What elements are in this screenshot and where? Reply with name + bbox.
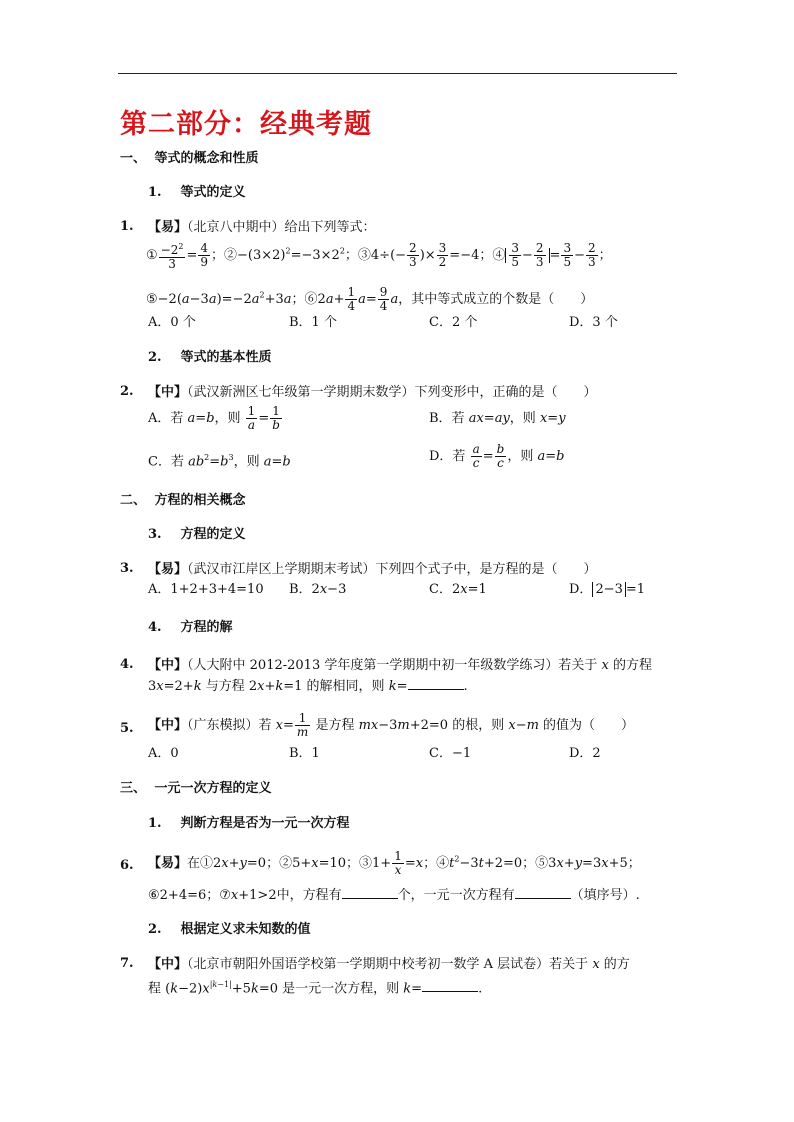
subsection-title: 等式的定义 — [180, 185, 246, 200]
section-number: 二、 — [120, 493, 147, 508]
question-stem: 【中】（人大附中 2012-2013 学年度第一学期期中初一年级数学练习）若关于 x 的方程 — [148, 658, 652, 673]
question-text: （北京市朝阳外国语学校第一学期期中校考初一数学 A 层试卷）若关于 — [187, 957, 589, 972]
section-number: 三、 — [120, 781, 147, 796]
subsection-heading — [148, 184, 246, 201]
subsection-heading — [148, 619, 233, 636]
difficulty-tag: 【易】 — [148, 856, 188, 871]
question-stem: 【中】（广东模拟）若 x= $\frac{1}{m}$ 是方程 mx−3m+2=0 的根，则 x−m 的值为（ ） — [148, 711, 635, 739]
section-title: 方程的相关概念 — [154, 493, 246, 508]
question-line: 程 $(k-2)x^{|k-1|}+5k=0$ 是一元一次方程，则 k= . — [148, 980, 483, 997]
section-heading — [120, 492, 246, 509]
option-a[interactable]: A．若 a=b，则 $\frac{1}{a}$ = $\frac{1}{b}$ — [148, 404, 280, 432]
question-text: （武汉市江岸区上学期期末考试）下列四个式子中，是方程的是（ ） — [187, 562, 597, 577]
subsection-title: 根据定义求未知数的值 — [180, 922, 311, 937]
option-d[interactable]: D． 2−3 =1 — [569, 582, 646, 597]
header-rule — [118, 73, 677, 74]
difficulty-tag: 【中】 — [148, 658, 188, 673]
option-d[interactable]: D．若 $\frac{a}{c}$ = $\frac{b}{c}$ ，则 a=b — [429, 442, 565, 470]
option-b[interactable]: B．2x−3 — [289, 582, 347, 597]
question-number: 7. — [120, 956, 134, 971]
subsection-heading — [148, 921, 311, 938]
question-text-end: 的方程 — [612, 658, 652, 673]
question-stem: 【易】在①2x+y=0；②5+x=10；③1+ $\frac{1}{x}$ =x；$④t^2-3t+2=0$；⑤3x+y=3x+5； — [148, 849, 641, 877]
question-number: 6. — [120, 858, 134, 873]
question-stem — [148, 219, 376, 236]
page-title: 第二部分：经典考题 — [120, 109, 372, 140]
option-a[interactable]: A．0 — [148, 746, 179, 761]
option-c[interactable]: C．2x=1 — [429, 582, 487, 597]
difficulty-tag: 【中】 — [148, 718, 188, 733]
subsection-number: 1. — [148, 816, 162, 831]
section-title: 一元一次方程的定义 — [154, 781, 272, 796]
question-number: 5. — [120, 721, 134, 736]
subsection-heading — [148, 526, 246, 543]
difficulty-tag: 【中】 — [148, 957, 188, 972]
section-title: 等式的概念和性质 — [154, 151, 259, 166]
subsection-heading — [148, 349, 272, 366]
option-c[interactable]: C．2 个 — [429, 315, 478, 330]
question-text: （填序号）. — [570, 888, 640, 903]
subsection-number: 2. — [148, 922, 162, 937]
question-number: 3. — [120, 561, 134, 576]
subsection-number: 2. — [148, 350, 162, 365]
question-text: （人大附中 2012-2013 学年度第一学期期中初一年级数学练习）若关于 — [187, 658, 598, 673]
option-d[interactable]: D．3 个 — [569, 315, 618, 330]
question-text: （北京八中期中）给出下列等式： — [187, 220, 376, 235]
question-stem — [148, 561, 597, 578]
section-heading — [120, 150, 259, 167]
subsection-title: 方程的解 — [180, 620, 233, 635]
subsection-number: 1. — [148, 185, 162, 200]
question-line: 3x=2+k 与方程 2x+k=1 的解相同，则 k= . — [148, 679, 468, 694]
difficulty-tag: 【易】 — [148, 562, 188, 577]
option-b[interactable]: B．若 ax=ay，则 x=y — [429, 411, 566, 426]
section-number: 一、 — [120, 151, 147, 166]
equation-line: ① $\frac{-2^2}{3}$ = $\frac{4}{9}$ ；$②-(3\times 2)^2=-3\times 2^2$；③4÷(− $\frac{2}{3}$ )× $\frac{3}{2}$ =−4；④ $\frac{3}{5}$ − $\frac{2}{3}$ = $\frac{3}{5}$ − $\frac{2}{3}$ ； — [146, 241, 612, 271]
option-c[interactable]: C．−1 — [429, 746, 472, 761]
question-stem — [148, 384, 597, 401]
answer-blank[interactable] — [408, 677, 464, 690]
subsection-heading — [148, 815, 350, 832]
difficulty-tag: 【中】 — [148, 385, 188, 400]
option-a[interactable]: A．0 个 — [148, 315, 196, 330]
answer-blank[interactable] — [515, 886, 571, 899]
question-text: （武汉新洲区七年级第一学期期末数学）下列变形中，正确的是（ ） — [187, 385, 597, 400]
question-text: 个，一元一次方程有 — [397, 888, 515, 903]
difficulty-tag: 【易】 — [148, 220, 188, 235]
subsection-title: 方程的定义 — [180, 527, 246, 542]
option-b[interactable]: B．1 — [289, 746, 320, 761]
section-heading — [120, 780, 272, 797]
question-stem: 【中】（北京市朝阳外国语学校第一学期期中校考初一数学 A 层试卷）若关于 x 的方 — [148, 957, 630, 972]
question-line: ⑥2+4=6；⑦x+1>2中，方程有 个，一元一次方程有 （填序号）. — [148, 888, 640, 903]
subsection-title: 判断方程是否为一元一次方程 — [180, 816, 350, 831]
question-tail: ，其中等式成立的个数是（ ） — [398, 292, 594, 307]
subsection-number: 3. — [148, 527, 162, 542]
question-number: 1. — [120, 219, 134, 234]
subsection-number: 4. — [148, 620, 162, 635]
question-text-end: 的方 — [603, 957, 630, 972]
answer-blank[interactable] — [342, 886, 398, 899]
question-text: （广东模拟）若 — [187, 718, 272, 733]
equation-line: $⑤-2(a-3a)=-2a^2+3a$；⑥2a+ $\frac{1}{4}$ a= $\frac{9}{4}$ a，其中等式成立的个数是（ ） — [146, 285, 594, 313]
question-number: 2. — [120, 384, 134, 399]
question-text: 中，方程有 — [276, 888, 342, 903]
option-d[interactable]: D．2 — [569, 746, 601, 761]
option-a[interactable]: A．1+2+3+4=10 — [148, 582, 264, 597]
question-number: 4. — [120, 657, 134, 672]
subsection-title: 等式的基本性质 — [180, 350, 272, 365]
option-b[interactable]: B．1 个 — [289, 315, 337, 330]
option-c[interactable]: C．若 $ab^2=b^3$，则 a=b — [148, 453, 291, 470]
answer-blank[interactable] — [422, 979, 478, 992]
